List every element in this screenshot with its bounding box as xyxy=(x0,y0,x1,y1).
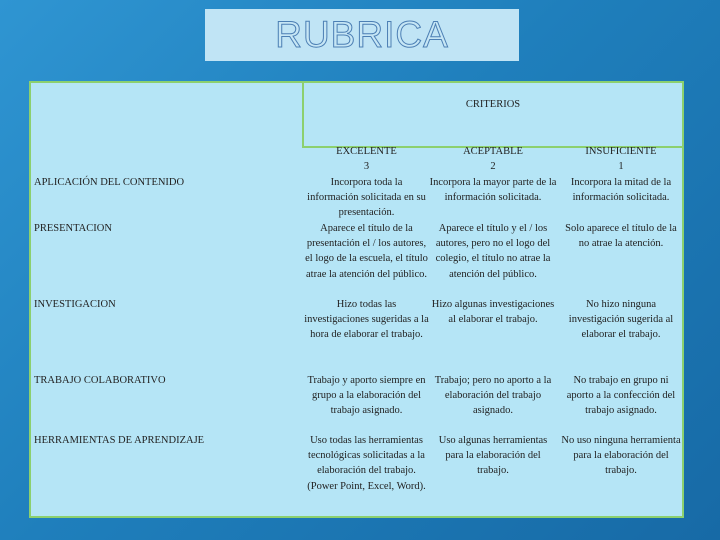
level-excelente xyxy=(304,144,429,174)
level-score: 3 xyxy=(363,161,370,173)
cell-presentacion-aceptable: Aparece el título y el / los autores, pero no el logo del colegio, el título no atrae la atención del público. xyxy=(435,223,551,280)
level-name: INSUFICIENTE xyxy=(585,146,657,157)
page-title: RUBRICA xyxy=(275,14,449,55)
rubric-table xyxy=(29,81,684,518)
cell-trabajo-insuficiente: No trabajo en grupo ni aporto a la confección del trabajo asignado. xyxy=(566,375,676,417)
cell-herramientas-insuficiente: No uso ninguna herramienta para la elaboración del trabajo. xyxy=(561,435,681,477)
row-label-presentacion: PRESENTACION xyxy=(34,223,112,234)
header-divider-vertical xyxy=(302,83,304,146)
cell-aplicacion-insuficiente: Incorpora la mitad de la información solicitada. xyxy=(570,177,672,204)
cell-investigacion-excelente: Hizo todas las investigaciones sugeridas a la hora de elaborar el trabajo. xyxy=(304,299,429,341)
level-name: ACEPTABLE xyxy=(463,146,523,157)
cell-investigacion-aceptable: Hizo algunas investigaciones al elaborar el trabajo. xyxy=(431,299,555,326)
cell-herramientas-aceptable: Uso algunas herramientas para la elaboración del trabajo. xyxy=(438,435,548,477)
cell-investigacion-insuficiente: No hizo ninguna investigación sugerida al elaborar el trabajo. xyxy=(568,299,674,341)
level-aceptable xyxy=(429,144,557,174)
level-insuficiente xyxy=(559,144,683,174)
title-banner xyxy=(205,9,519,61)
cell-presentacion-insuficiente: Solo aparece el título de la no atrae la atención. xyxy=(565,223,677,250)
level-name: EXCELENTE xyxy=(336,146,397,157)
level-score: 2 xyxy=(490,161,496,173)
cell-aplicacion-excelente: Incorpora toda la información solicitada en su presentación. xyxy=(307,177,426,219)
cell-aplicacion-aceptable: Incorpora la mayor parte de la información solicitada. xyxy=(429,177,557,204)
row-label-trabajo-colaborativo: TRABAJO COLABORATIVO xyxy=(34,375,166,386)
level-score: 1 xyxy=(618,161,624,173)
row-label-herramientas: HERRAMIENTAS DE APRENDIZAJE xyxy=(34,435,205,446)
cell-presentacion-excelente: Aparece el título de la presentación el / los autores, el logo de la escuela, el título atrae la atención del público. xyxy=(305,223,428,280)
cell-herramientas-excelente: Uso todas las herramientas tecnológicas solicitadas a la elaboración del trabajo.(Power Point, Excel, Word). xyxy=(307,435,426,492)
row-label-aplicacion: APLICACIÓN DEL CONTENIDO xyxy=(34,177,185,188)
cell-trabajo-excelente: Trabajo y aporto siempre en grupo a la elaboración del trabajo asignado. xyxy=(307,375,426,417)
cell-trabajo-aceptable: Trabajo; pero no aporto a la elaboración del trabajo asignado. xyxy=(434,375,552,417)
row-label-investigacion: INVESTIGACION xyxy=(34,299,116,310)
criteria-header: CRITERIOS xyxy=(465,99,521,110)
